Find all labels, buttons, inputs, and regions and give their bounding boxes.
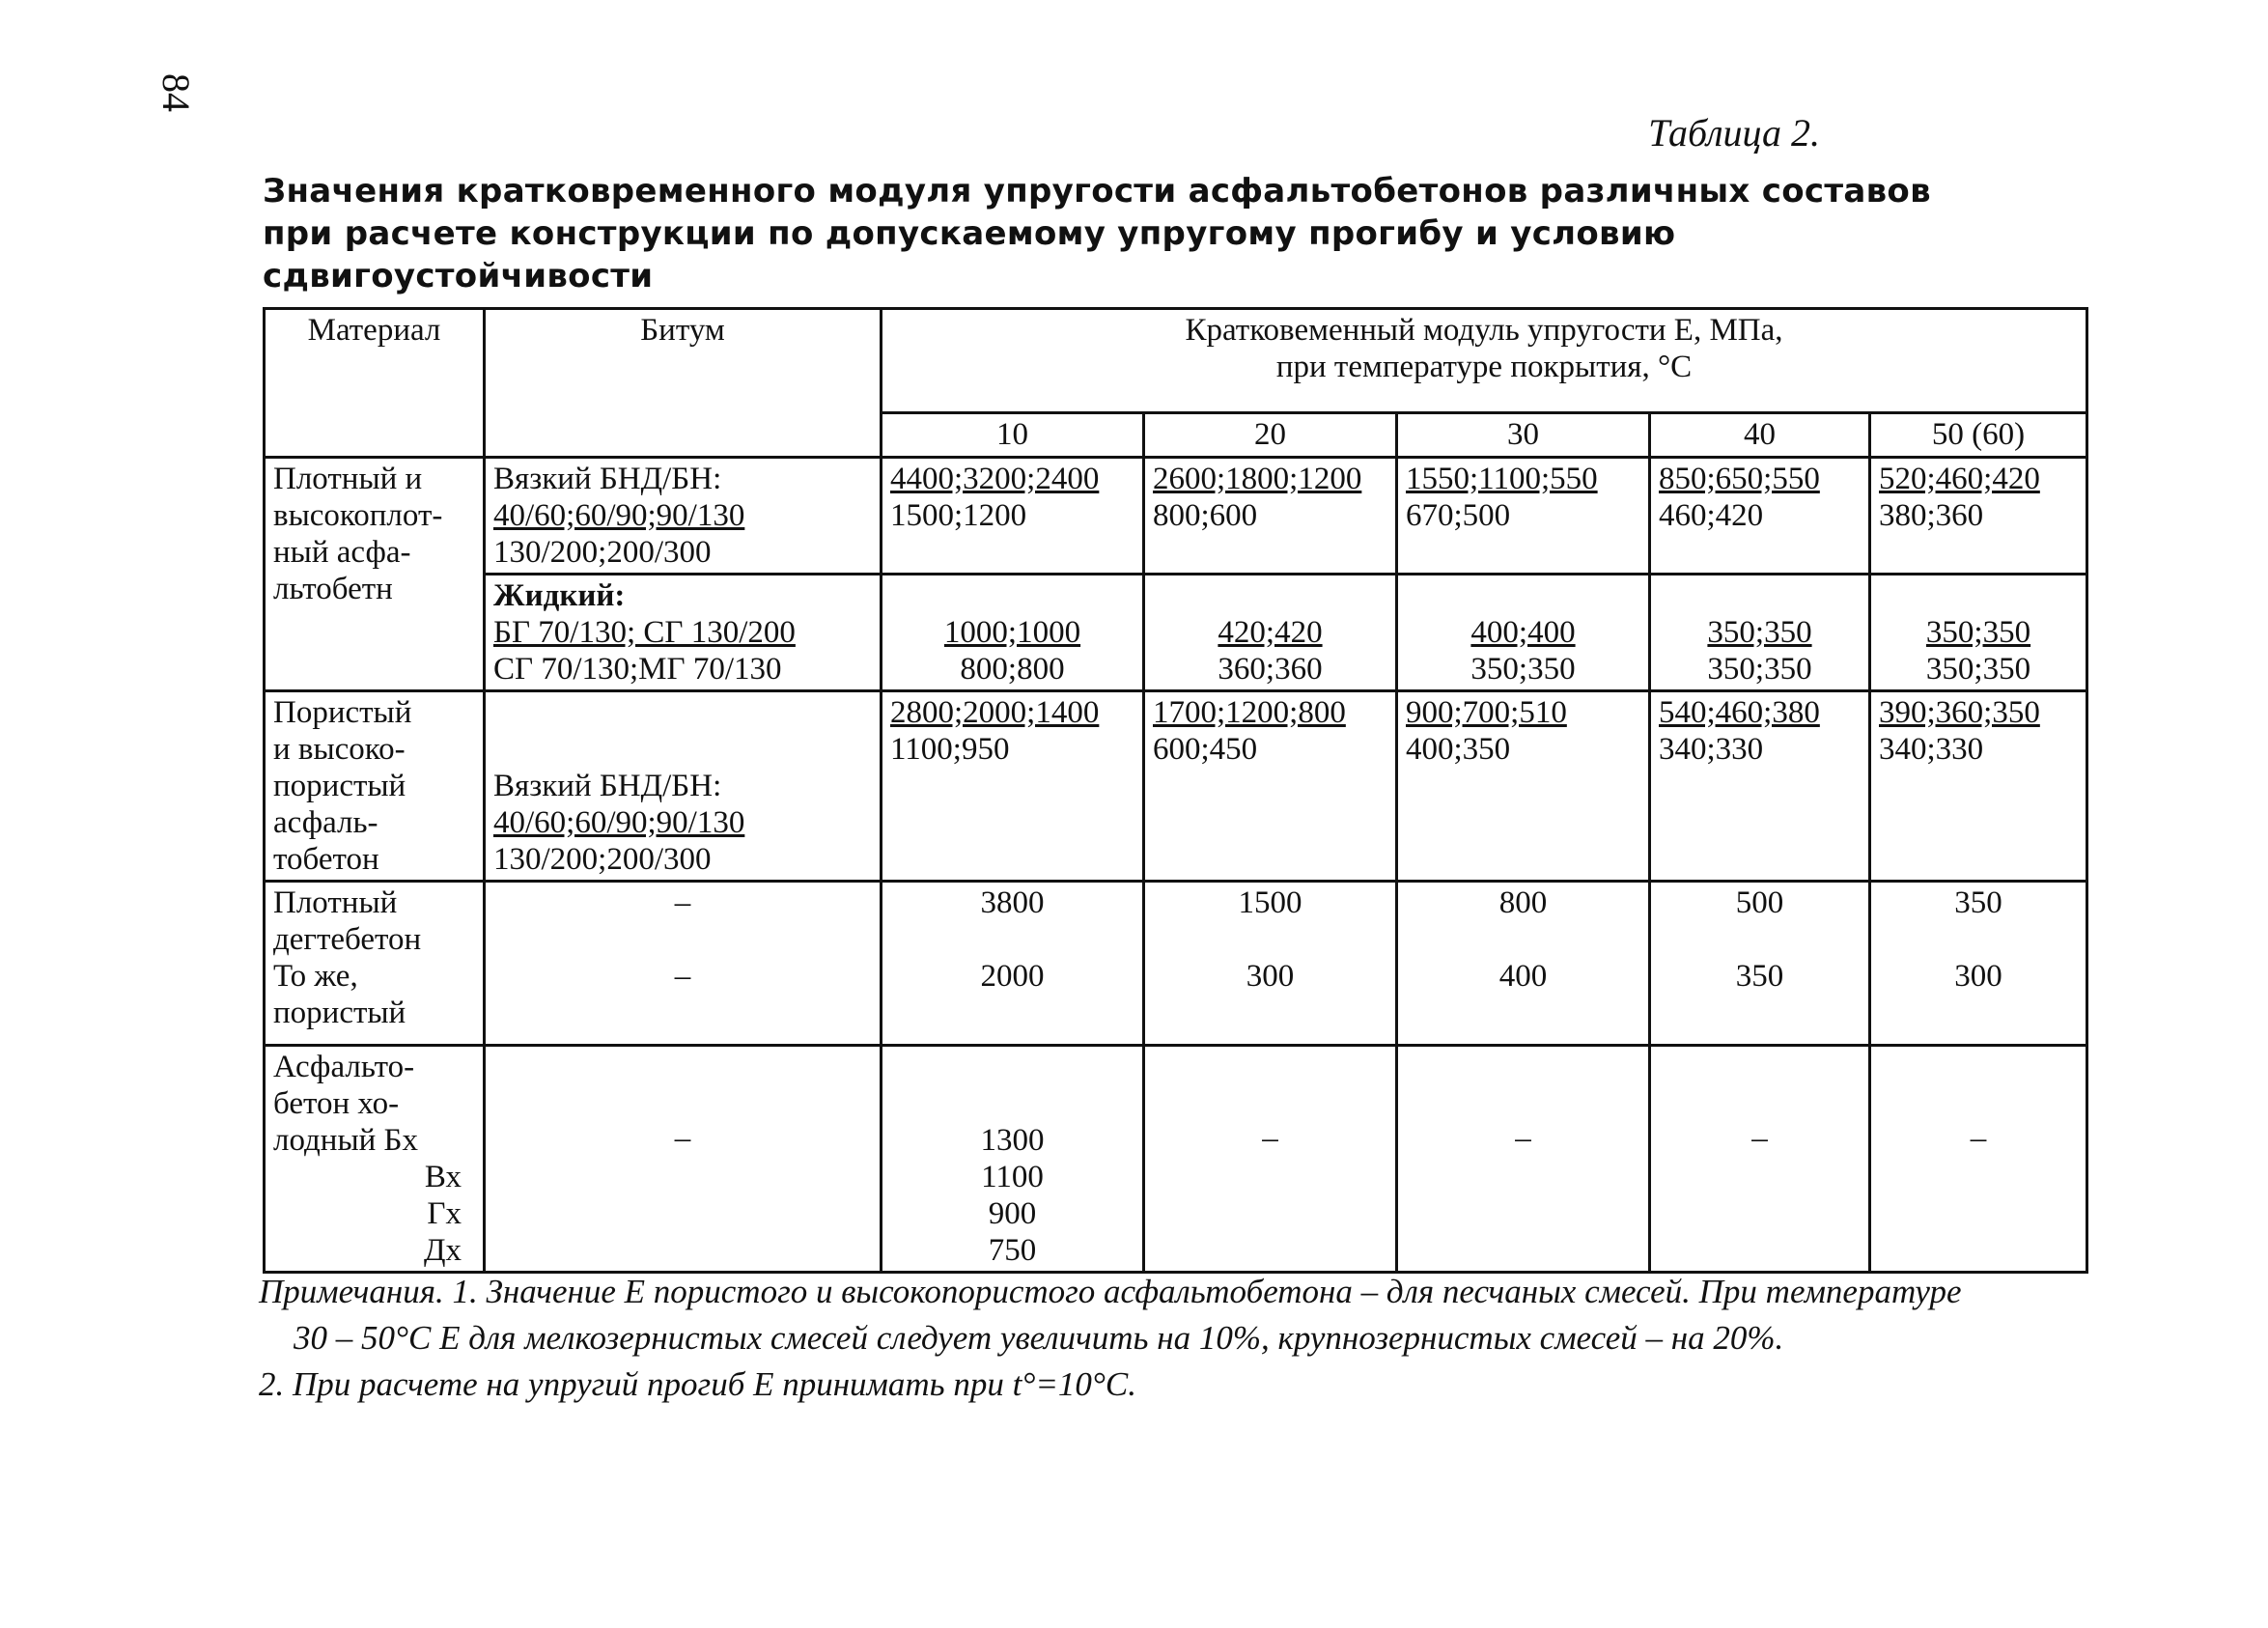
material-line: пористый: [273, 769, 406, 803]
value: 350;350: [1707, 615, 1812, 650]
value-cell: [882, 458, 1144, 575]
value: 900: [988, 1196, 1037, 1231]
value-cell: [1144, 575, 1397, 691]
value: 800;800: [960, 652, 1065, 687]
material-line: ный асфа-: [273, 535, 411, 570]
value: 600;450: [1153, 732, 1258, 767]
subtype: Гх: [427, 1196, 462, 1231]
value-cell: [882, 575, 1144, 691]
value: 520;460;420: [1879, 462, 2040, 496]
value-cell: –: [1397, 1046, 1650, 1273]
value-cell: –: [1144, 1046, 1397, 1273]
value: 2800;2000;1400: [890, 695, 1100, 730]
header-row: [265, 309, 2087, 413]
value: 400;400: [1470, 615, 1576, 650]
value: 300: [1954, 959, 2002, 994]
bitumen-dash: –: [485, 1046, 882, 1273]
value-cell: [1144, 458, 1397, 575]
value: 1550;1100;550: [1406, 462, 1598, 496]
value: 4400;3200;2400: [890, 462, 1100, 496]
value: 540;460;380: [1659, 695, 1820, 730]
material-porous: [265, 691, 485, 882]
value-cell: [1397, 691, 1650, 882]
value: 1700;1200;800: [1153, 695, 1346, 730]
material-line: Плотный и: [273, 462, 423, 496]
value: 800;600: [1153, 498, 1258, 533]
value-cell: [1870, 882, 2087, 1046]
bitumen-grades: СГ 70/130;МГ 70/130: [493, 652, 782, 687]
material-tar: [265, 882, 485, 1046]
value-cell: [1144, 691, 1397, 882]
value-cell: [1650, 575, 1870, 691]
value: 500: [1735, 885, 1784, 920]
value: 350: [1954, 885, 2002, 920]
material-cold: [265, 1046, 485, 1273]
note-line: 30 – 50°С Е для мелкозернистых смесей следует увеличить на 10%, крупнозернистых смесей – на 20%.: [294, 1319, 1784, 1357]
value: 670;500: [1406, 498, 1511, 533]
material-line: лодный Бх: [273, 1123, 418, 1158]
material-line: асфаль-: [273, 805, 378, 840]
value: 750: [988, 1233, 1037, 1268]
bitumen-viscous: [485, 458, 882, 575]
value: 350;350: [1925, 615, 2031, 650]
bitumen-grades: 40/60;60/90;90/130: [493, 498, 745, 533]
material-line: пористый: [273, 996, 406, 1030]
dash: –: [674, 959, 691, 994]
note-line: Примечания. 1. Значение Е пористого и высокопористого асфальтобетона – для песчаных смесей. При температуре: [259, 1273, 1962, 1310]
material-line: и высоко-: [273, 732, 406, 767]
title-line-2: при расчете конструкции по допускаемому упругому прогибу и условию сдвигоустойчивости: [263, 214, 1676, 295]
value-cell: [1870, 458, 2087, 575]
note-line: 2. При расчете на упругий прогиб Е принимать при t°=10°С.: [259, 1365, 1137, 1403]
value-cell: [1144, 882, 1397, 1046]
subtype: Дх: [423, 1233, 462, 1268]
value: 420;420: [1218, 615, 1323, 650]
material-line: льтобетн: [273, 572, 393, 606]
value: 2000: [980, 959, 1045, 994]
table-row: [265, 882, 2087, 1046]
value: 380;360: [1879, 498, 1984, 533]
bitumen-dash: [485, 882, 882, 1046]
material-line: Пористый: [273, 695, 412, 730]
table-row: [265, 575, 2087, 691]
material-line: бетон хо-: [273, 1086, 400, 1121]
temp-50: 50 (60): [1870, 413, 2087, 458]
temp-40: 40: [1650, 413, 1870, 458]
value: 850;650;550: [1659, 462, 1820, 496]
value: 350;350: [1470, 652, 1576, 687]
header-modulus-line-2: при температуре покрытия, °С: [1275, 350, 1693, 384]
table-title: [263, 170, 2001, 297]
title-line-1: Значения кратковременного модуля упругости асфальтобетонов различных составов: [263, 172, 1931, 211]
value: 3800: [980, 885, 1045, 920]
value: 360;360: [1218, 652, 1323, 687]
value: 800: [1498, 885, 1548, 920]
value: 340;330: [1879, 732, 1984, 767]
value: 1000;1000: [943, 615, 1081, 650]
value: 2600;1800;1200: [1153, 462, 1362, 496]
value: 1300: [980, 1123, 1045, 1158]
page-number: 84: [154, 73, 198, 112]
bitumen-grades: 130/200;200/300: [493, 535, 712, 570]
temp-10: 10: [882, 413, 1144, 458]
value: 350: [1735, 959, 1784, 994]
value-cell: [1650, 882, 1870, 1046]
bitumen-label: Вязкий БНД/БН:: [493, 769, 722, 803]
value: 400;350: [1406, 732, 1511, 767]
table-row: [265, 691, 2087, 882]
value: 340;330: [1659, 732, 1764, 767]
material-line: дегтебетон: [273, 922, 422, 957]
bitumen-viscous: [485, 691, 882, 882]
value-cell: [882, 1046, 1144, 1273]
value-cell: –: [1870, 1046, 2087, 1273]
material-line: высокоплот-: [273, 498, 443, 533]
value: 1100;950: [890, 732, 1010, 767]
value-cell: [1870, 691, 2087, 882]
value-cell: [1870, 575, 2087, 691]
bitumen-grades: БГ 70/130; СГ 130/200: [493, 615, 796, 650]
value-cell: [1397, 575, 1650, 691]
notes: [259, 1269, 2093, 1408]
value: 900;700;510: [1406, 695, 1567, 730]
bitumen-liquid: [485, 575, 882, 691]
value: 350;350: [1925, 652, 2031, 687]
modulus-table: [263, 307, 2088, 1274]
temp-20: 20: [1144, 413, 1397, 458]
value-cell: [1650, 458, 1870, 575]
table-label: Таблица 2.: [1648, 111, 1820, 154]
dash: –: [674, 885, 691, 920]
value-cell: [1397, 882, 1650, 1046]
value-cell: –: [1650, 1046, 1870, 1273]
value: 300: [1246, 959, 1295, 994]
value: 460;420: [1659, 498, 1764, 533]
material-dense: [265, 458, 485, 691]
material-line: То же,: [273, 959, 358, 994]
subtype: Вх: [424, 1160, 462, 1194]
value-cell: [1650, 691, 1870, 882]
bitumen-grades: 40/60;60/90;90/130: [493, 805, 745, 840]
table-row: [265, 458, 2087, 575]
value: 390;360;350: [1879, 695, 2040, 730]
value: 1100: [981, 1160, 1044, 1194]
header-modulus: [882, 309, 2087, 413]
temp-30: 30: [1397, 413, 1650, 458]
bitumen-grades: 130/200;200/300: [493, 842, 712, 877]
material-line: тобетон: [273, 842, 379, 877]
value: 400: [1498, 959, 1548, 994]
value-cell: [1397, 458, 1650, 575]
header-material: Материал: [265, 309, 485, 458]
value-cell: [882, 691, 1144, 882]
value: 1500;1200: [890, 498, 1027, 533]
header-modulus-line-1: Кратковеменный модуль упругости Е, МПа,: [1185, 313, 1783, 348]
bitumen-label: Жидкий:: [493, 578, 626, 613]
value: 350;350: [1707, 652, 1812, 687]
value-cell: [882, 882, 1144, 1046]
material-line: Плотный: [273, 885, 398, 920]
material-line: Асфальто-: [273, 1050, 415, 1084]
header-bitumen: Битум: [485, 309, 882, 458]
value: 1500: [1238, 885, 1302, 920]
bitumen-label: Вязкий БНД/БН:: [493, 462, 722, 496]
table-row: [265, 1046, 2087, 1273]
